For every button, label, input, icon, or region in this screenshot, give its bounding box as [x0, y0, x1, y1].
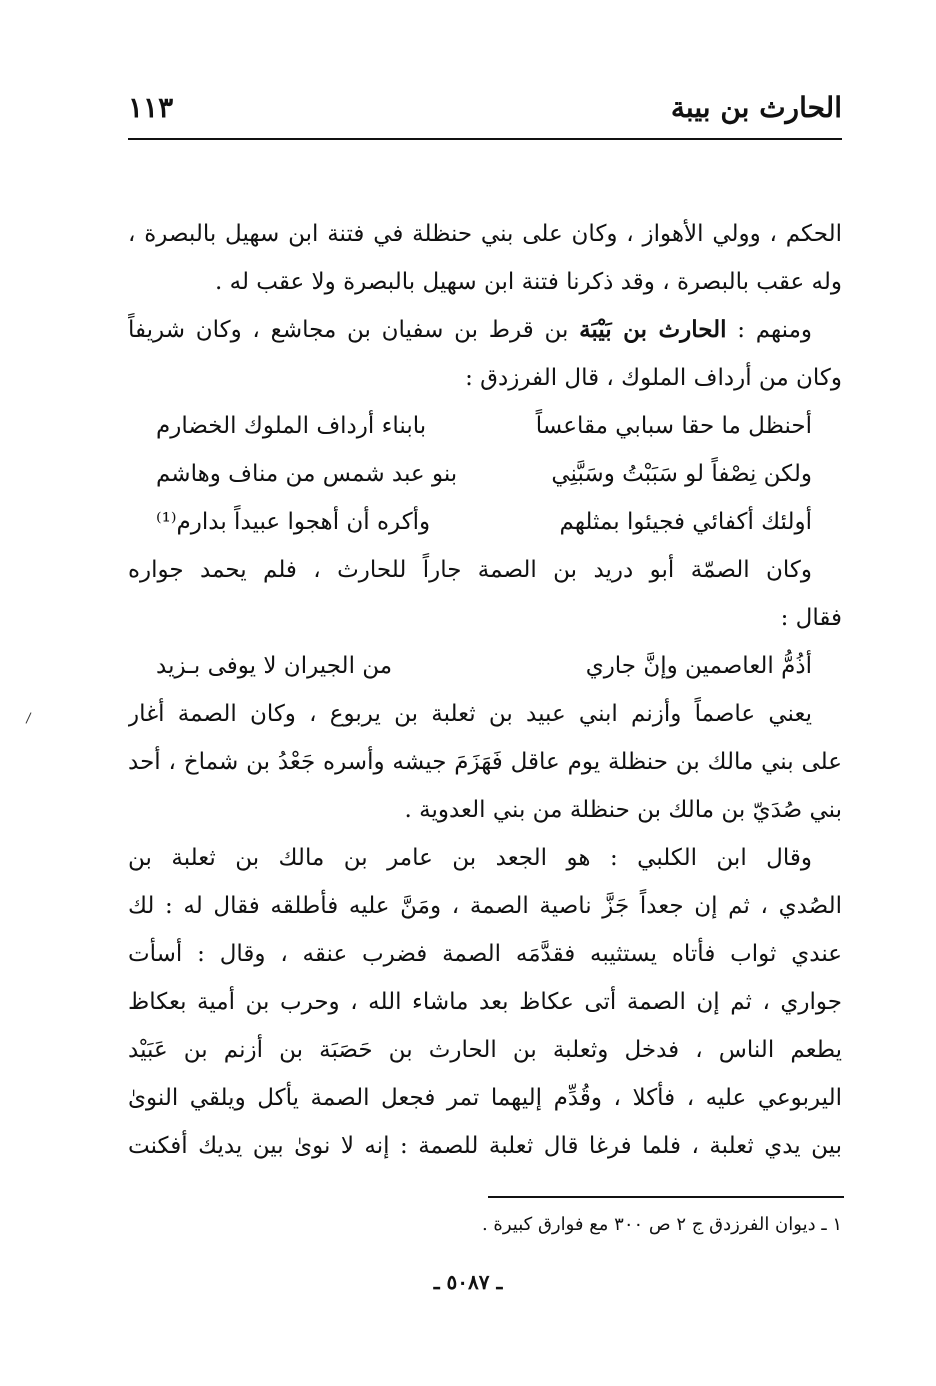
person-name: الحارث بن بَيْبَة	[579, 316, 727, 343]
text-line: وكان من أرداف الملوك ، قال الفرزدق :	[465, 365, 842, 391]
text-line: بني صُدَيّ بن مالك بن حنظلة من بني العدوية .	[404, 797, 842, 823]
text-line: عندي ثواب فأتاه يستثيبه فقدَّمَه الصمة فضرب عنقه ، وقال : أسأت	[128, 941, 842, 967]
page-header	[128, 88, 842, 134]
text-fragment: ومنهم :	[737, 317, 812, 343]
footnote-rule	[488, 1196, 844, 1198]
text-line	[128, 306, 842, 354]
verse-second-hemistich: من الجيران لا يوفى بـزيد	[156, 653, 393, 679]
text-line: وكان الصمّة أبو دريد بن الصمة جاراً للحارث ، فلم يحمد جواره	[128, 557, 812, 583]
verse-first-hemistich: ولكن نِصْفاً لو سَبَبْتُ وسَبَّنِي	[551, 461, 812, 487]
margin-mark	[26, 712, 32, 723]
text-line: يعني عاصماً وأزنم ابني عبيد بن ثعلبة بن يربوع ، وكان الصمة أغار	[128, 701, 812, 727]
text-fragment: بن قرط بن سفيان بن مجاشع ، وكان شريفاً	[128, 317, 569, 343]
text-line: بين يدي ثعلبة ، فلما فرغا قال ثعلبة للصمة : إنه لا نوىٰ بين يديك أفكنت	[128, 1133, 842, 1159]
verse-first-hemistich: أحنظل ما حقا سبابي مقاعساً	[535, 413, 812, 439]
verse-second-hemistich: وأكره أن أهجوا عبيداً بدارم⁽¹⁾	[156, 509, 431, 535]
verse-second-hemistich: بابناء أرداف الملوك الخضارم	[156, 413, 427, 439]
header-rule	[128, 138, 842, 140]
poem-verse	[128, 498, 842, 546]
text-line: على بني مالك بن حنظلة يوم عاقل فَهَزَمَ جيشه وأسره جَعْدُ بن شماخ ، أحد	[128, 749, 842, 775]
text-line: الصُدي ، ثم إن جعداً جَزَّ ناصية الصمة ، ومَنَّ عليه فأطلقه فقال له : لك	[128, 893, 842, 919]
main-text	[128, 210, 842, 1170]
verse-first-hemistich: أذُمُّ العاصمين وإنَّ جاري	[585, 653, 812, 679]
page-number: ١١٣	[128, 91, 174, 124]
verse-second-hemistich: بنو عبد شمس من مناف وهاشم	[156, 461, 458, 487]
text-line: جواري ، ثم إن الصمة أتى عكاظ بعد ماشاء الله ، وحرب بن أمية بعكاظ	[128, 989, 842, 1015]
folio-number: ـ ٥٠٨٧ ـ	[433, 1270, 503, 1294]
text-line: اليربوعي عليه ، فأكلا ، وقُدِّم إليهما تمر فجعل الصمة يأكل ويلقي النوىٰ	[128, 1085, 842, 1111]
running-head: الحارث بن بيبة	[670, 91, 842, 124]
text-line: الحكم ، وولي الأهواز ، وكان على بني حنظلة في فتنة ابن سهيل بالبصرة ،	[128, 221, 842, 247]
poem-verse	[128, 402, 842, 450]
text-line: وقال ابن الكلبي : هو الجعد بن عامر بن مالك بن ثعلبة بن	[128, 845, 812, 871]
verse-first-hemistich: أولئك أكفائي فجيئوا بمثلهم	[559, 509, 812, 535]
poem-verse	[128, 642, 842, 690]
footnote: ١ ـ ديوان الفرزدق ج ٢ ص ٣٠٠ مع فوارق كبيرة .	[481, 1214, 842, 1235]
text-line: يطعم الناس ، فدخل وثعلبة بن الحارث بن حَصَبَة بن أزنم بن عَبَيْد	[128, 1037, 842, 1063]
poem-verse	[128, 450, 842, 498]
text-line: وله عقب بالبصرة ، وقد ذكرنا فتنة ابن سهيل بالبصرة ولا عقب له .	[215, 269, 842, 295]
text-line: فقال :	[780, 605, 842, 631]
